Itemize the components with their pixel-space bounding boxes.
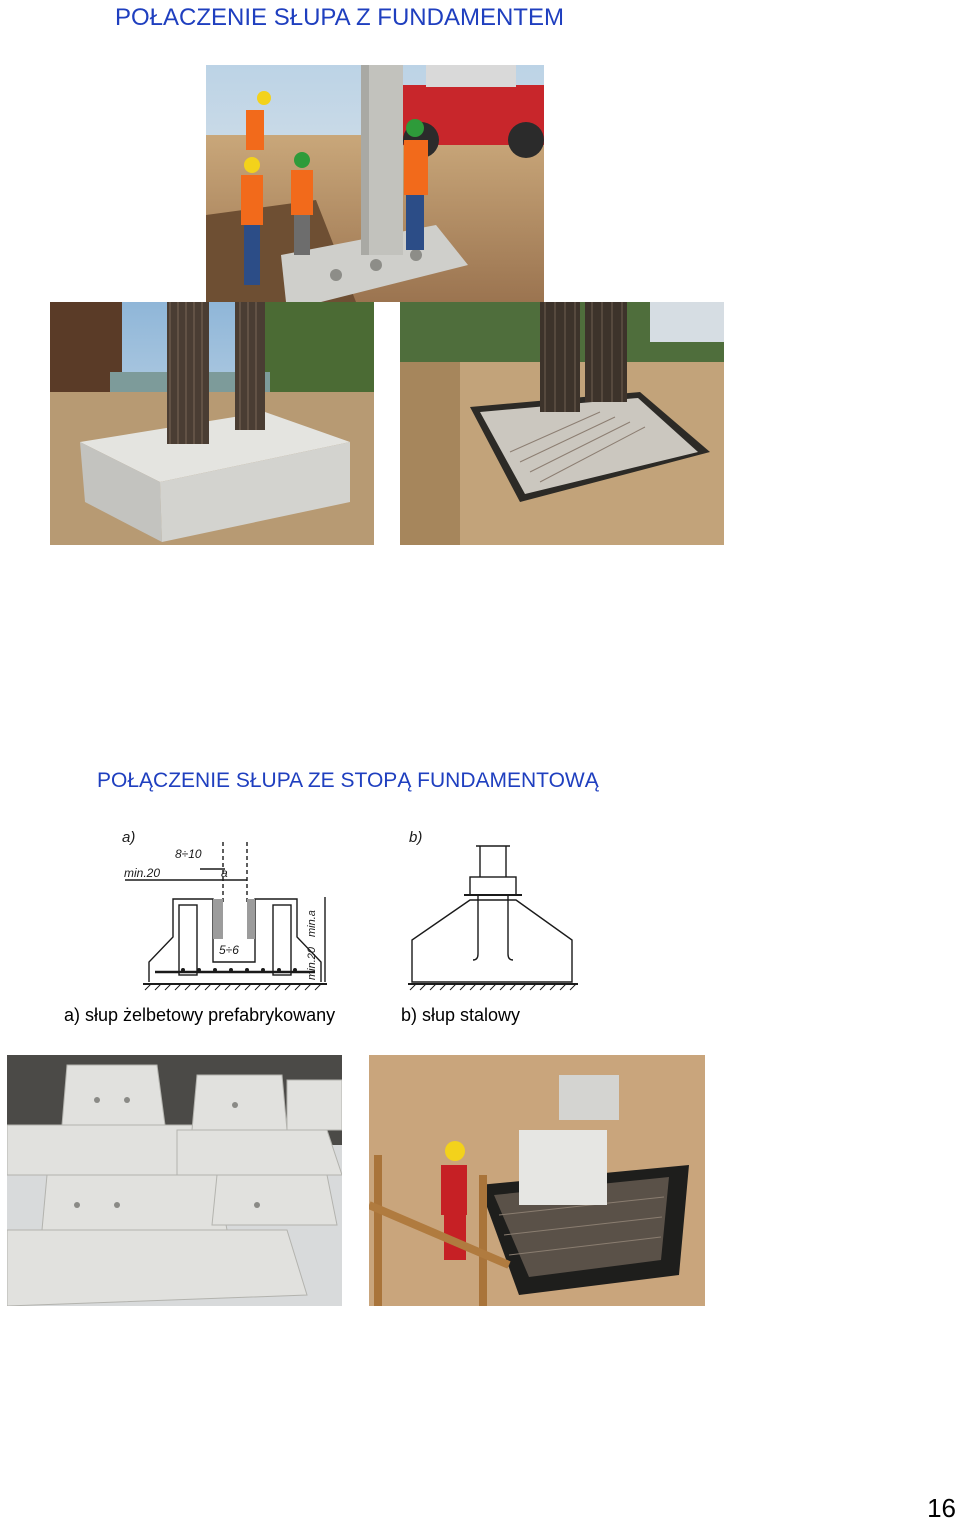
dim-right-bottom: min.20	[306, 946, 318, 980]
dim-right-top: min.a	[306, 910, 318, 937]
diagram-b-label: b)	[409, 829, 423, 846]
page-number: 16	[927, 1493, 956, 1523]
caption-steel-column: b) słup stalowy	[401, 1005, 521, 1025]
diagram-a-label: a)	[122, 829, 136, 846]
page-title: POŁACZENIE SŁUPA Z FUNDAMENTEM	[115, 4, 564, 31]
diagram-steel-column-footing	[400, 822, 585, 994]
dim-gap: 5÷6	[219, 943, 239, 957]
section-title: POŁĄCZENIE SŁUPA ZE STOPĄ FUNDAMENTOWĄ	[97, 769, 599, 792]
dim-top: 8÷10	[175, 847, 202, 861]
dim-a: a	[221, 866, 228, 880]
photo-precast-socket-footings	[7, 1055, 342, 1306]
caption-precast-column: a) słup żelbetowy prefabrykowany	[64, 1005, 336, 1025]
photo-footing-rebar	[50, 302, 374, 545]
photo-excavation-sheet-piles	[400, 302, 724, 545]
diagram-precast-column-socket	[115, 822, 335, 994]
dim-left: min.20	[124, 866, 161, 880]
photo-column-erection	[206, 65, 544, 302]
photo-footing-installation	[369, 1055, 705, 1306]
